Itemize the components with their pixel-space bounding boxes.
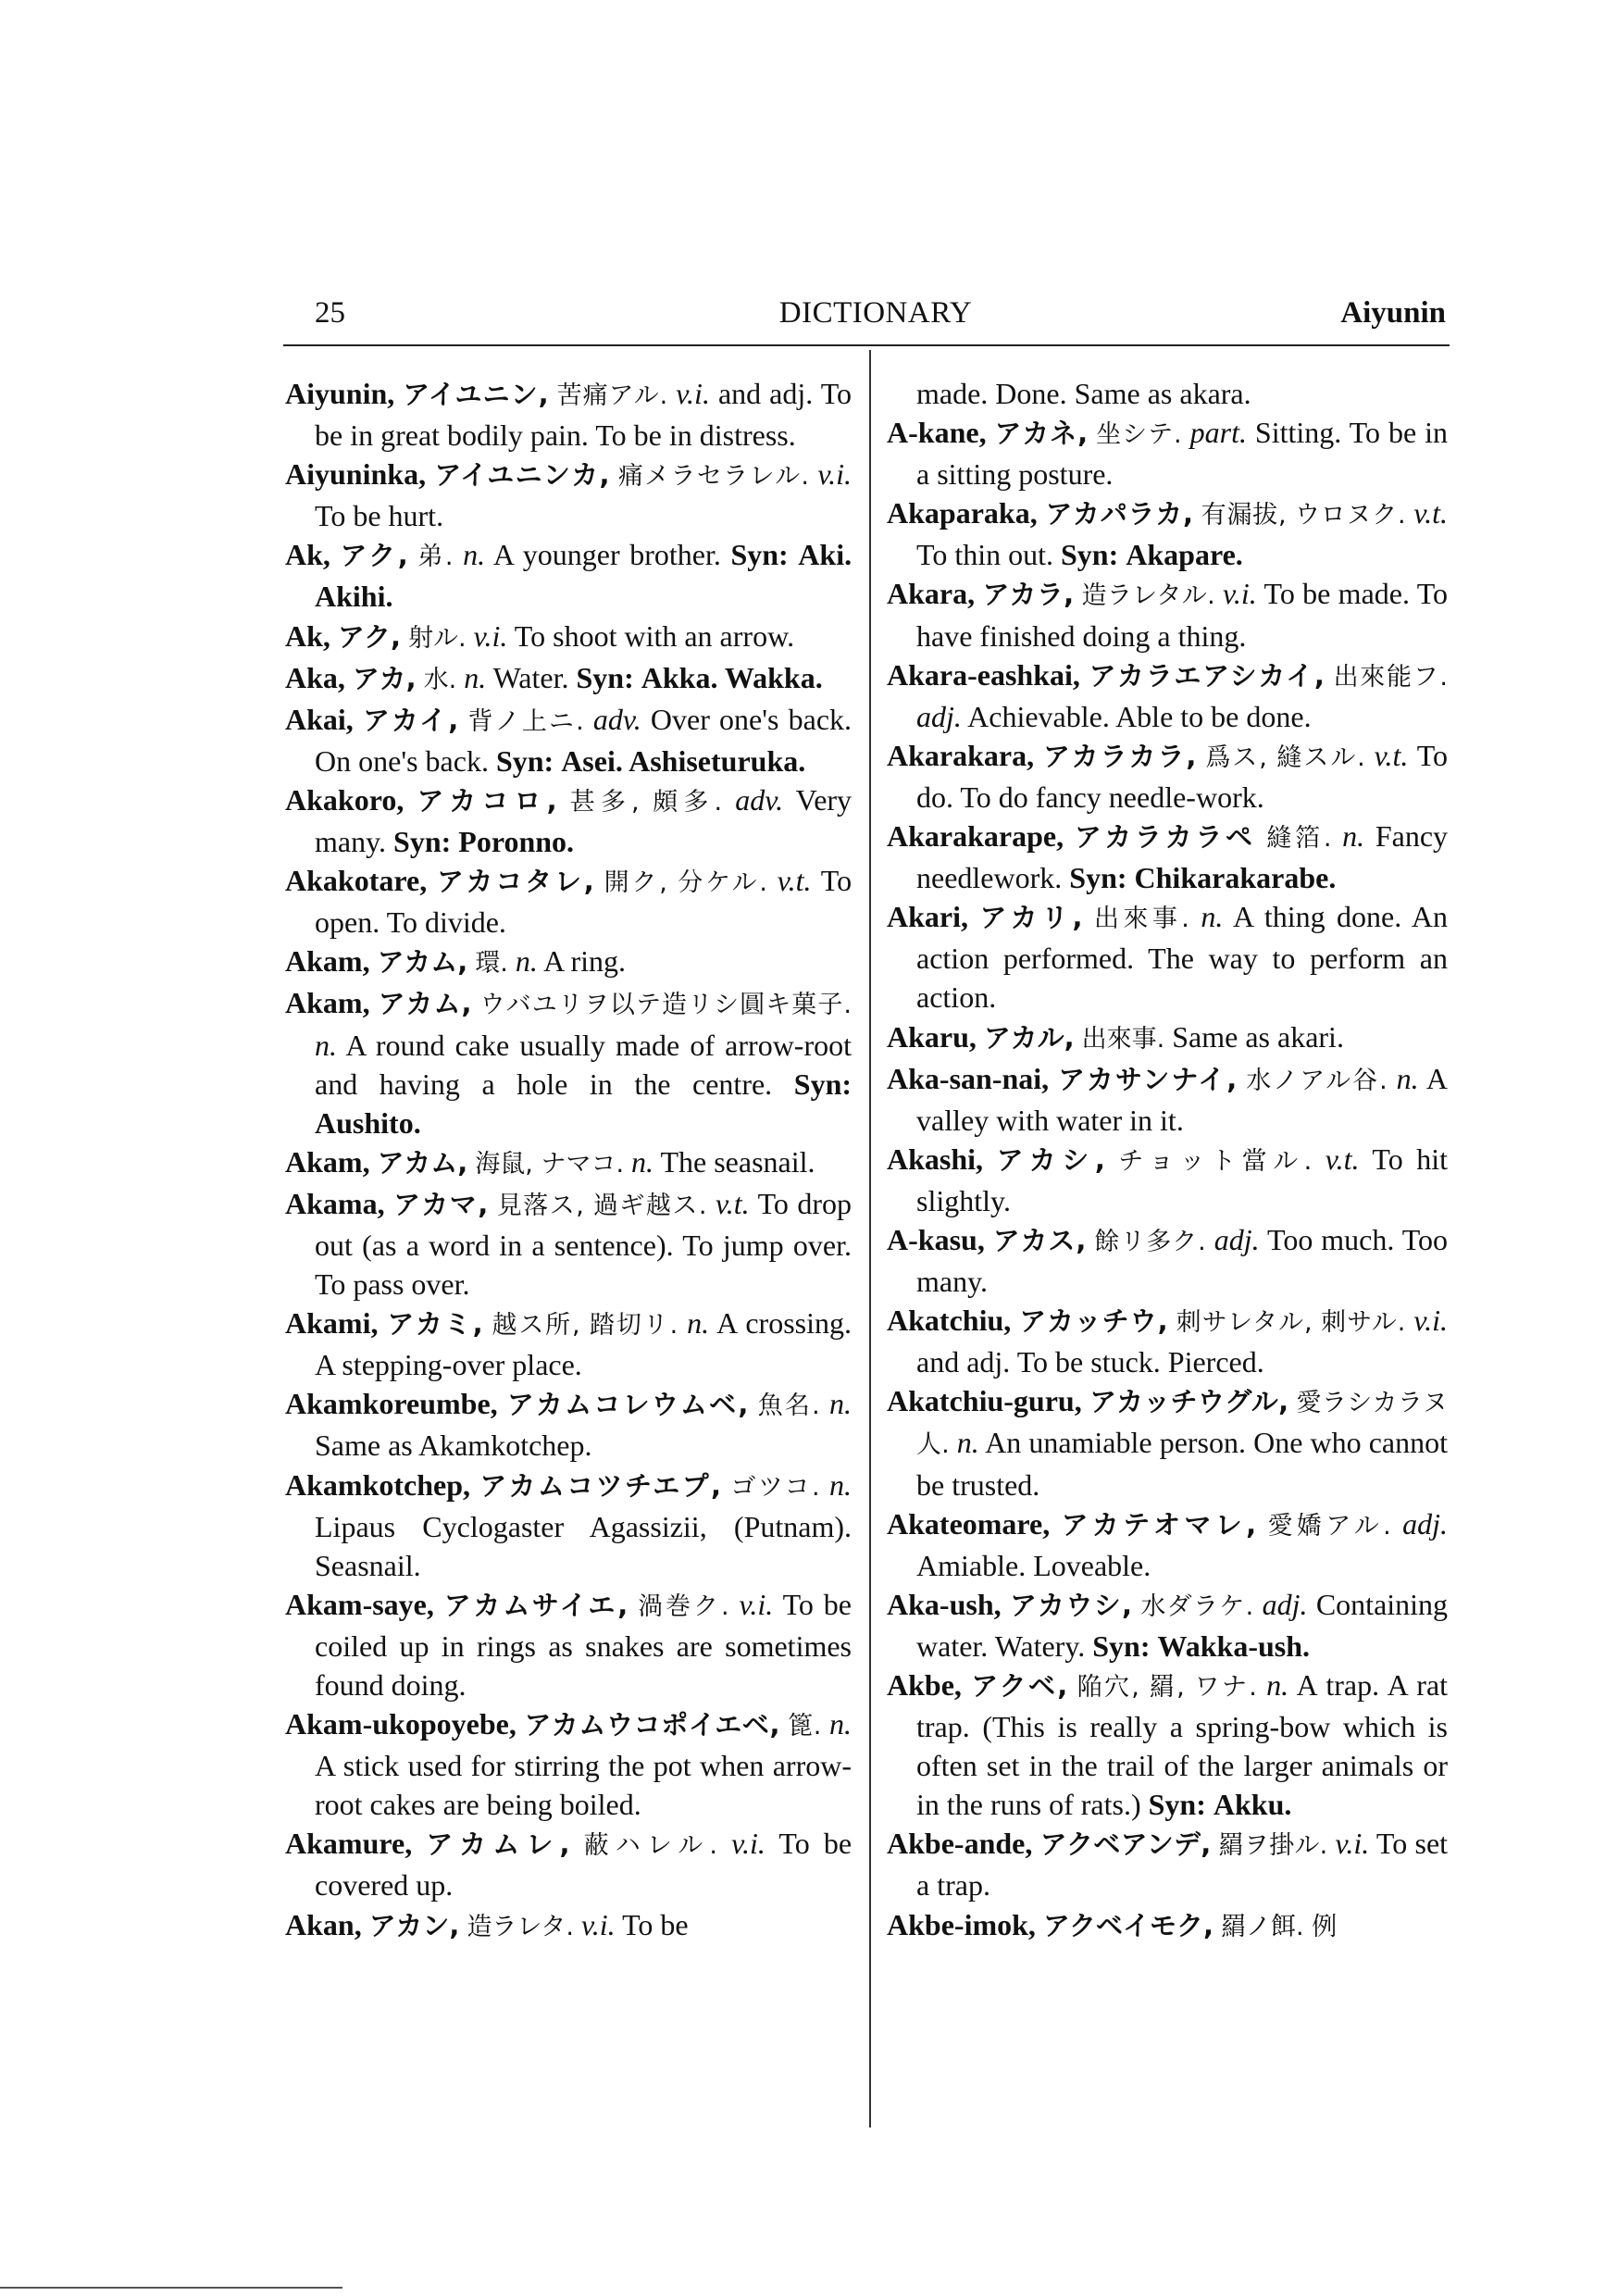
headword: Akam, xyxy=(285,1144,370,1179)
japanese-gloss: 篦. xyxy=(788,1712,822,1741)
japanese-gloss: 環. xyxy=(475,949,508,979)
japanese-gloss: 射ル. xyxy=(408,623,467,653)
katakana-reading: アカム, xyxy=(377,946,468,979)
katakana-reading: アカサンナイ, xyxy=(1058,1063,1238,1095)
synonym-label: Syn: xyxy=(1148,1788,1206,1822)
dictionary-entry xyxy=(285,780,852,861)
japanese-gloss: 爲ス, 縫スル. xyxy=(1205,742,1365,772)
headword: Akari, xyxy=(887,900,968,934)
dictionary-entry xyxy=(887,817,1448,897)
synonym-label: Syn: xyxy=(495,743,554,778)
katakana-reading: アカウシ, xyxy=(1009,1589,1132,1621)
part-of-speech: adj. xyxy=(1402,1506,1449,1541)
part-of-speech: n. xyxy=(464,660,487,694)
japanese-gloss: 魚名. xyxy=(757,1391,820,1421)
synonym-label: Syn: xyxy=(1060,538,1119,572)
headword: Akashi, xyxy=(887,1142,984,1176)
katakana-reading: アカパラカ, xyxy=(1045,498,1193,530)
definition: Containing water. Watery. xyxy=(916,1587,1449,1663)
definition: To drop out (as a word in a sentence). To jump over. To pass over. xyxy=(315,1186,853,1302)
synonym: Akka. Wakka. xyxy=(641,660,823,694)
headword: Akatchiu, xyxy=(887,1304,1012,1338)
japanese-gloss: 羂ノ餌. 例 xyxy=(1221,1912,1338,1941)
dictionary-entry xyxy=(887,1301,1448,1381)
part-of-speech: v.i. xyxy=(473,618,508,653)
dictionary-entry xyxy=(285,374,852,455)
part-of-speech: v.i. xyxy=(1223,577,1257,611)
dictionary-entry xyxy=(887,1824,1448,1904)
japanese-gloss: 蔽ハレル. xyxy=(583,1831,718,1861)
headword: Akam, xyxy=(285,944,370,979)
dictionary-entry xyxy=(887,574,1448,655)
synonym: Asei. Ashiseturuka. xyxy=(561,743,806,778)
dictionary-entry xyxy=(887,897,1448,1017)
definition: To set a trap. xyxy=(916,1827,1449,1903)
definition: The seasnail. xyxy=(660,1144,815,1179)
synonym: Akku. xyxy=(1213,1788,1292,1822)
headword: Akamkoreumbe, xyxy=(285,1387,498,1421)
synonym-label: Syn: xyxy=(730,538,789,572)
part-of-speech: n. xyxy=(829,1707,853,1741)
headword: Aka, xyxy=(285,660,345,694)
katakana-reading: アクベアンデ, xyxy=(1039,1828,1212,1861)
japanese-gloss: 刺サレタル, 刺サル. xyxy=(1176,1308,1406,1338)
headword: Akara-eashkai, xyxy=(887,657,1080,692)
synonym: Wakka-ush. xyxy=(1157,1628,1311,1663)
part-of-speech: n. xyxy=(515,944,538,979)
headword: Akam, xyxy=(285,986,370,1020)
headword: Akakoro, xyxy=(285,782,404,817)
headword: Akaparaka, xyxy=(887,496,1038,530)
japanese-gloss: 水ノアル谷. xyxy=(1246,1066,1388,1095)
headword: Akan, xyxy=(285,1907,362,1941)
definition: To do. To do fancy needle-work. xyxy=(916,738,1449,814)
katakana-reading: アカマ, xyxy=(393,1188,489,1220)
footer-rule xyxy=(0,2287,342,2289)
running-title: DICTIONARY xyxy=(778,296,973,330)
synonym-label: Syn: xyxy=(1069,861,1127,895)
definition: A ring. xyxy=(543,944,627,979)
definition: To be made. To have finished doing a thing. xyxy=(916,577,1449,653)
definition: To be coiled up in rings as snakes are sometimes found doing. xyxy=(315,1587,852,1702)
dictionary-entry xyxy=(887,493,1448,574)
definition: Lipaus Cyclogaster Agassizii, (Putnam). Seasnail. xyxy=(315,1509,852,1582)
japanese-gloss: 渦巻ク. xyxy=(638,1591,729,1621)
japanese-gloss: 羂ヲ掛ル. xyxy=(1218,1831,1328,1861)
japanese-gloss: 海鼠, ナマコ. xyxy=(475,1149,625,1179)
definition: Amiable. Loveable. xyxy=(916,1548,1151,1582)
dictionary-entry xyxy=(285,1304,852,1384)
dictionary-entry xyxy=(887,1381,1448,1504)
part-of-speech: n. xyxy=(829,1387,853,1421)
katakana-reading: アイユニン, xyxy=(403,379,549,410)
dictionary-entry xyxy=(285,617,852,658)
dictionary-entry xyxy=(285,1384,852,1465)
katakana-reading: アカム, xyxy=(378,988,472,1020)
left-column xyxy=(285,374,852,1947)
katakana-reading: アカス, xyxy=(992,1224,1087,1256)
japanese-gloss: 有漏拔, ウロヌク. xyxy=(1201,501,1406,530)
dictionary-entry xyxy=(887,1220,1448,1301)
dictionary-entry xyxy=(285,1585,852,1704)
headword: A-kane, xyxy=(887,416,987,450)
katakana-reading: アク, xyxy=(340,540,408,572)
definition: Sitting. To be in a sitting posture. xyxy=(916,416,1449,492)
definition: A round cake usually made of arrow-root and having a hole in the centre. xyxy=(315,1028,853,1101)
dictionary-entry xyxy=(285,455,852,535)
japanese-gloss: ウバユリヲ以テ造リシ圓キ菓子. xyxy=(479,991,852,1020)
dictionary-entry xyxy=(285,861,852,942)
header-rule xyxy=(283,344,1450,346)
headword: Akara, xyxy=(887,577,976,611)
part-of-speech: v.i. xyxy=(731,1827,765,1861)
japanese-gloss: 陥穴, 羂, ワナ. xyxy=(1077,1673,1257,1702)
part-of-speech: n. xyxy=(1201,900,1224,934)
headword: Ak, xyxy=(285,538,330,572)
definition: Too much. Too many. xyxy=(916,1222,1449,1299)
headword: Aiyunin, xyxy=(285,377,395,410)
japanese-gloss: 出來事. xyxy=(1093,905,1189,934)
definition: To shoot with an arrow. xyxy=(514,618,795,653)
headword: Akatchiu-guru, xyxy=(887,1384,1082,1418)
katakana-reading: アカコタレ, xyxy=(437,866,594,898)
headword: Akamkotchep, xyxy=(285,1467,471,1502)
katakana-reading: アカッチウグル, xyxy=(1089,1386,1289,1418)
japanese-gloss: 甚多, 頗多. xyxy=(569,787,723,817)
japanese-gloss: 開ク, 分ケル. xyxy=(604,868,767,898)
synonym: Aki. Akihi. xyxy=(315,538,853,614)
part-of-speech: adj. xyxy=(1214,1222,1260,1256)
japanese-gloss: 縫箔. xyxy=(1266,824,1332,854)
part-of-speech: adj. xyxy=(916,699,962,733)
page-number: 25 xyxy=(315,296,345,330)
headword: Akakotare, xyxy=(285,864,428,898)
headword: Aka-san-nai, xyxy=(887,1061,1050,1095)
definition: A crossing. A stepping-over place. xyxy=(315,1306,853,1382)
synonym-label: Syn: xyxy=(393,825,452,859)
headword: Akbe, xyxy=(887,1668,962,1702)
katakana-reading: アカミ, xyxy=(387,1308,483,1341)
katakana-reading: アカムコツチエプ, xyxy=(479,1469,722,1502)
definition: A valley with water in it. xyxy=(916,1061,1448,1137)
definition: and adj. To be in great bodily pain. To be in distress. xyxy=(315,377,853,453)
katakana-reading: アクベイモク, xyxy=(1042,1909,1214,1941)
part-of-speech: v.i. xyxy=(580,1907,616,1941)
dictionary-entry xyxy=(285,1905,852,1947)
katakana-reading: アカネ, xyxy=(994,418,1089,450)
katakana-reading: アカムウコポイエベ, xyxy=(524,1709,780,1741)
part-of-speech: part. xyxy=(1189,416,1247,450)
part-of-speech: v.t. xyxy=(1413,496,1449,530)
japanese-gloss: 苦痛アル. xyxy=(556,381,668,410)
guide-word: Aiyunin xyxy=(1340,296,1446,330)
part-of-speech: n. xyxy=(1266,1668,1289,1702)
katakana-reading: アカムサイエ, xyxy=(443,1589,629,1621)
part-of-speech: n. xyxy=(1342,819,1365,854)
definition: An unamiable person. One who cannot be trusted. xyxy=(916,1426,1448,1502)
entry-continuation: made. Done. Same as akara. xyxy=(916,377,1251,410)
part-of-speech: n. xyxy=(687,1306,710,1341)
japanese-gloss: 出來能フ. xyxy=(1333,662,1448,692)
japanese-gloss: 弟. xyxy=(417,543,454,572)
katakana-reading: アカコロ, xyxy=(417,784,557,817)
dictionary-entry xyxy=(285,700,852,780)
katakana-reading: アカシ, xyxy=(996,1143,1105,1176)
headword: Akaru, xyxy=(887,1019,977,1054)
dictionary-entry xyxy=(887,655,1448,736)
synonym-label: Syn: xyxy=(576,660,634,694)
dictionary-entry xyxy=(285,1184,852,1304)
dictionary-entry xyxy=(285,1704,852,1824)
dictionary-entry xyxy=(285,1466,852,1585)
definition: Same as Akamkotchep. xyxy=(315,1429,592,1463)
katakana-reading: アカムレ, xyxy=(426,1828,570,1861)
definition: A thing done. An action performed. The way to perform an action. xyxy=(916,900,1449,1015)
katakana-reading: アカリ, xyxy=(979,902,1083,934)
dictionary-entry xyxy=(285,1824,852,1904)
definition: Achievable. Able to be done. xyxy=(967,699,1312,733)
katakana-reading: アカム, xyxy=(377,1146,468,1179)
japanese-gloss: 造ラレタ. xyxy=(467,1912,574,1941)
definition: To be xyxy=(622,1907,689,1941)
part-of-speech: n. xyxy=(315,1028,337,1062)
definition: To hit slightly. xyxy=(916,1142,1448,1217)
japanese-gloss: 越ス所, 踏切リ. xyxy=(492,1311,678,1341)
part-of-speech: v.t. xyxy=(715,1186,750,1220)
definition: A trap. A rat trap. (This is really a spring-bow which is often set in the trail of the larger animals or in the runs of rats.) xyxy=(916,1668,1449,1822)
definition: Over one's back. On one's back. xyxy=(315,702,853,778)
japanese-gloss: 餘リ多ク. xyxy=(1094,1227,1206,1256)
katakana-reading: アカル, xyxy=(983,1021,1075,1054)
column-divider xyxy=(869,350,871,2128)
katakana-reading: アカラエアシカイ, xyxy=(1089,659,1325,692)
synonym: Aushito. xyxy=(315,1105,421,1140)
part-of-speech: n. xyxy=(829,1467,853,1502)
japanese-gloss: チョット當ル. xyxy=(1118,1146,1313,1176)
part-of-speech: n. xyxy=(463,538,486,572)
dictionary-entry xyxy=(285,535,852,616)
katakana-reading: アク, xyxy=(337,620,402,653)
synonym-label: Syn: xyxy=(793,1067,853,1101)
dictionary-entry xyxy=(887,1140,1448,1220)
dictionary-entry xyxy=(887,1905,1448,1947)
definition: To be covered up. xyxy=(315,1827,853,1903)
dictionary-entry xyxy=(285,942,852,983)
dictionary-entry xyxy=(887,374,1448,413)
synonym: Akapare. xyxy=(1126,538,1243,572)
part-of-speech: n. xyxy=(956,1426,979,1460)
headword: Akbe-ande, xyxy=(887,1827,1033,1861)
headword: Akai, xyxy=(285,702,354,736)
headword: Akami, xyxy=(285,1306,379,1341)
definition: To thin out. xyxy=(916,538,1053,572)
katakana-reading: アカッチウ, xyxy=(1019,1305,1168,1338)
japanese-gloss: 坐シテ. xyxy=(1096,420,1182,450)
headword: Aiyuninka, xyxy=(285,457,427,492)
headword: Akam-saye, xyxy=(285,1587,434,1621)
part-of-speech: v.t. xyxy=(1325,1142,1360,1176)
katakana-reading: アカラカラ, xyxy=(1043,740,1197,772)
synonym: Chikarakarabe. xyxy=(1134,861,1337,895)
japanese-gloss: 愛ラシカラヌ人. xyxy=(916,1389,1448,1460)
dictionary-entry xyxy=(887,736,1448,817)
part-of-speech: v.i. xyxy=(1413,1304,1449,1338)
dictionary-entry xyxy=(887,1504,1448,1585)
right-column xyxy=(887,374,1448,1947)
part-of-speech: v.t. xyxy=(777,864,812,898)
definition: To be hurt. xyxy=(315,499,444,533)
part-of-speech: n. xyxy=(631,1144,654,1179)
dictionary-entry xyxy=(887,1666,1448,1824)
dictionary-entry xyxy=(285,658,852,700)
headword: Akarakara, xyxy=(887,738,1035,772)
japanese-gloss: ゴツコ. xyxy=(730,1472,820,1502)
dictionary-entry xyxy=(285,1142,852,1184)
headword: Aka-ush, xyxy=(887,1587,1002,1621)
dictionary-entry xyxy=(887,1017,1448,1059)
katakana-reading: アカイ, xyxy=(362,704,459,736)
definition: A stick used for stirring the pot when arrow-root cakes are being boiled. xyxy=(315,1749,852,1822)
part-of-speech: adv. xyxy=(735,782,784,817)
katakana-reading: アカムコレウムベ, xyxy=(506,1389,749,1421)
katakana-reading: アカラ, xyxy=(982,579,1075,611)
japanese-gloss: 痛メラセラレル. xyxy=(617,462,809,492)
dictionary-entry xyxy=(887,1059,1448,1140)
japanese-gloss: 水ダラケ. xyxy=(1140,1591,1254,1621)
headword: Ak, xyxy=(285,618,330,653)
definition: Fancy needlework. xyxy=(916,819,1449,895)
definition: A younger brother. xyxy=(492,538,721,572)
part-of-speech: v.t. xyxy=(1374,738,1409,772)
katakana-reading: アクベ, xyxy=(971,1670,1068,1702)
japanese-gloss: 愛嬌アル. xyxy=(1267,1511,1391,1541)
headword: Akateomare, xyxy=(887,1506,1051,1541)
japanese-gloss: 背ノ上ニ. xyxy=(467,706,584,736)
part-of-speech: v.i. xyxy=(739,1587,774,1621)
part-of-speech: adv. xyxy=(592,702,641,736)
part-of-speech: v.i. xyxy=(817,457,853,492)
katakana-reading: アカ, xyxy=(352,662,417,694)
headword: Akarakarape, xyxy=(887,819,1064,854)
part-of-speech: n. xyxy=(1396,1061,1419,1095)
dictionary-entry xyxy=(887,1585,1448,1666)
dictionary-entry xyxy=(887,413,1448,493)
japanese-gloss: 見落ス, 過ギ越ス. xyxy=(496,1191,707,1220)
definition: Same as akari. xyxy=(1172,1019,1344,1054)
japanese-gloss: 造ラレタル. xyxy=(1081,581,1215,611)
definition: Water. xyxy=(492,660,569,694)
headword: Akam-ukopoyebe, xyxy=(285,1707,517,1741)
katakana-reading: アカラカラペ xyxy=(1074,821,1256,854)
headword: Akama, xyxy=(285,1186,385,1220)
headword: A-kasu, xyxy=(887,1222,985,1256)
definition: Very many. xyxy=(315,782,853,859)
katakana-reading: アカン, xyxy=(368,1909,460,1941)
definition: To open. To divide. xyxy=(315,864,853,940)
part-of-speech: v.i. xyxy=(676,377,710,410)
synonym-label: Syn: xyxy=(1092,1628,1151,1663)
katakana-reading: アカテオマレ, xyxy=(1061,1508,1257,1541)
japanese-gloss: 水. xyxy=(423,665,457,694)
definition: and adj. To be stuck. Pierced. xyxy=(916,1345,1264,1379)
japanese-gloss: 出來事. xyxy=(1081,1024,1165,1054)
part-of-speech: v.i. xyxy=(1335,1827,1370,1861)
synonym: Poronno. xyxy=(458,825,575,859)
headword: Akbe-imok, xyxy=(887,1907,1036,1941)
running-header xyxy=(305,293,1446,339)
katakana-reading: アイユニンカ, xyxy=(434,459,610,492)
headword: Akamure, xyxy=(285,1827,413,1861)
part-of-speech: adj. xyxy=(1262,1587,1308,1621)
dictionary-entry xyxy=(285,983,852,1142)
